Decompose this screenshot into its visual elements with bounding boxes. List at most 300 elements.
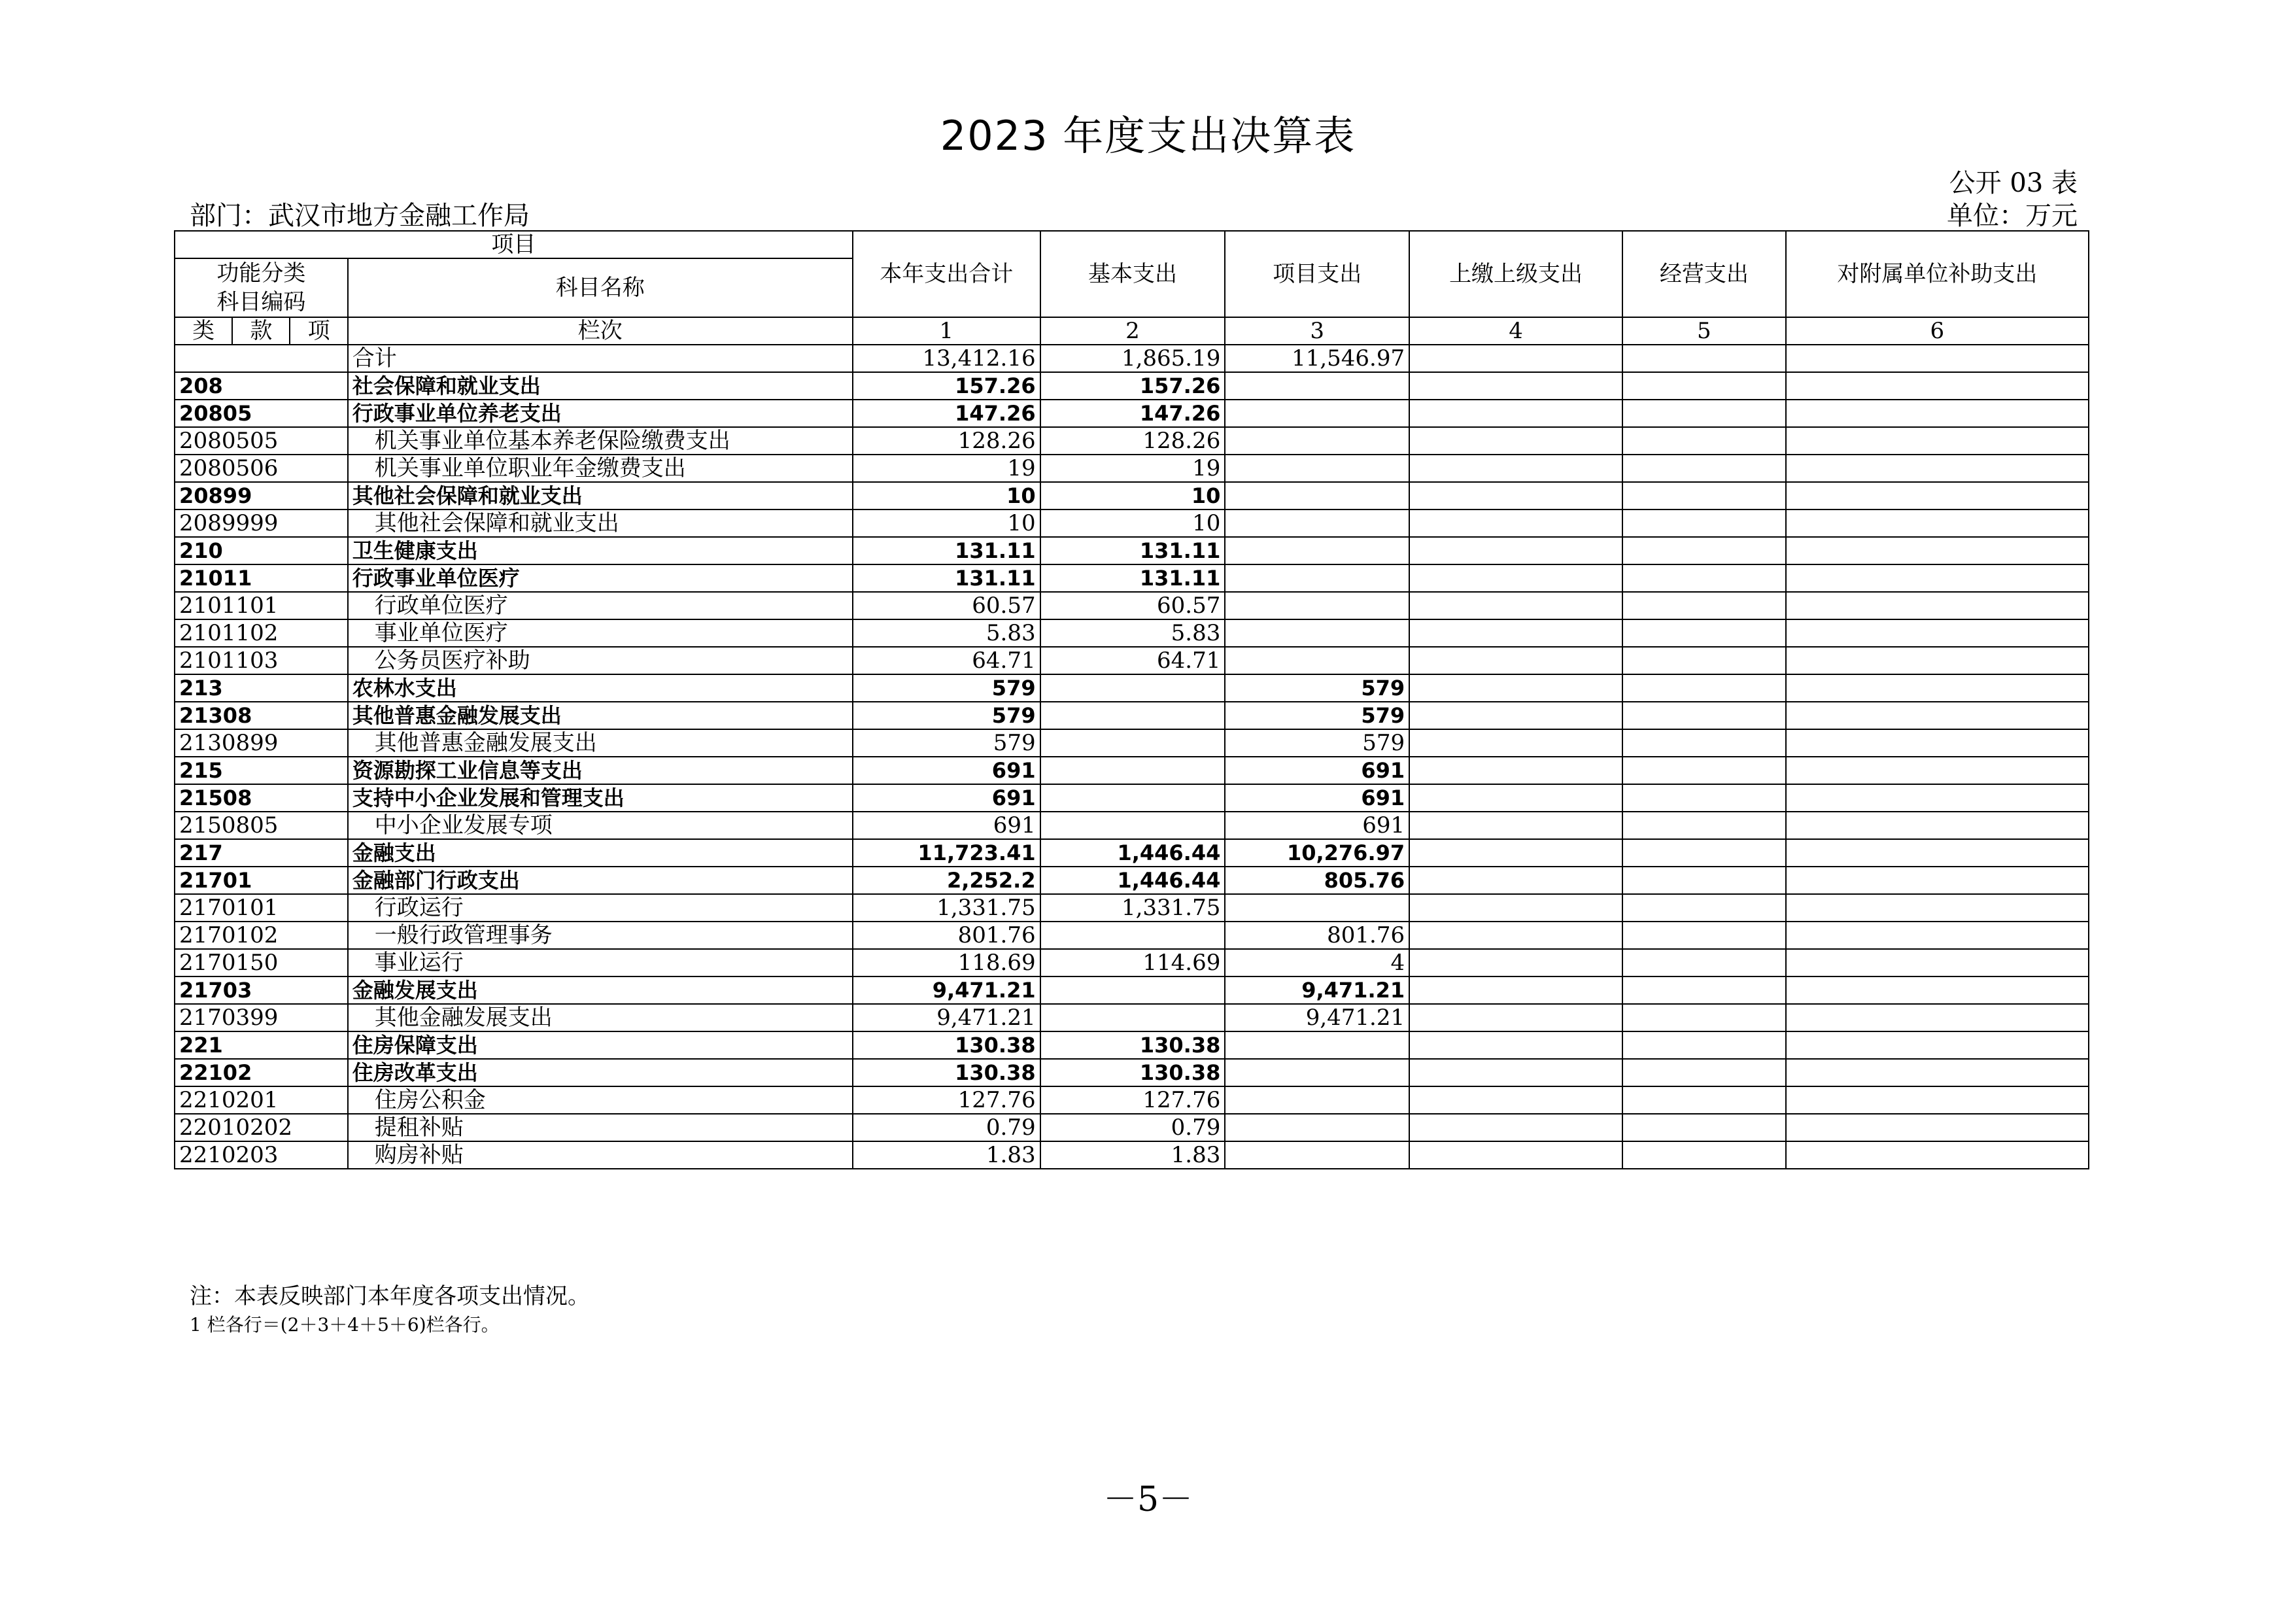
row-subject-name: 住房公积金 (348, 1086, 853, 1114)
row-amount-business (1622, 867, 1786, 894)
row-amount-business (1622, 564, 1786, 592)
row-subject-name: 行政事业单位医疗 (348, 564, 853, 592)
table-row (175, 455, 2089, 482)
col-number-5: 5 (1622, 317, 1786, 345)
row-amount-subsidy (1786, 564, 2089, 592)
row-amount-upper (1409, 619, 1622, 647)
row-amount-basic: 147.26 (1040, 400, 1225, 427)
row-amount-total: 19 (853, 455, 1040, 482)
row-amount-subsidy (1786, 784, 2089, 812)
table-row (175, 564, 2089, 592)
row-amount-upper (1409, 1059, 1622, 1086)
header-kuan: 款 (232, 317, 290, 345)
row-amount-total: 10 (853, 510, 1040, 537)
row-amount-total: 64.71 (853, 647, 1040, 674)
row-code: 2130899 (175, 729, 348, 757)
col-number-6: 6 (1786, 317, 2089, 345)
row-code: 22102 (175, 1059, 348, 1086)
row-amount-subsidy (1786, 537, 2089, 564)
row-amount-basic (1040, 757, 1225, 784)
row-amount-subsidy (1786, 372, 2089, 400)
table-row (175, 729, 2089, 757)
row-amount-upper (1409, 537, 1622, 564)
row-amount-subsidy (1786, 647, 2089, 674)
row-code: 2101102 (175, 619, 348, 647)
row-amount-upper (1409, 564, 1622, 592)
row-amount-upper (1409, 1031, 1622, 1059)
row-amount-subsidy (1786, 839, 2089, 867)
row-amount-subsidy (1786, 619, 2089, 647)
row-amount-business (1622, 922, 1786, 949)
row-subject-name: 一般行政管理事务 (348, 922, 853, 949)
row-amount-basic: 64.71 (1040, 647, 1225, 674)
table-body (175, 345, 2089, 1169)
note-formula: 1 栏各行＝(2＋3＋4＋5＋6)栏各行。 (190, 1314, 500, 1336)
table-row (175, 1086, 2089, 1114)
row-amount-upper (1409, 1004, 1622, 1031)
row-code (175, 345, 348, 372)
row-amount-subsidy (1786, 400, 2089, 427)
row-amount-basic: 131.11 (1040, 537, 1225, 564)
table-row (175, 400, 2089, 427)
row-amount-project: 579 (1225, 674, 1409, 702)
header-col-project: 项目支出 (1225, 231, 1409, 317)
row-amount-total: 9,471.21 (853, 1004, 1040, 1031)
row-code: 2210201 (175, 1086, 348, 1114)
row-amount-basic: 114.69 (1040, 949, 1225, 976)
row-subject-name: 其他社会保障和就业支出 (348, 510, 853, 537)
row-amount-subsidy (1786, 949, 2089, 976)
row-amount-business (1622, 702, 1786, 729)
row-amount-basic: 0.79 (1040, 1114, 1225, 1141)
row-amount-subsidy (1786, 867, 2089, 894)
row-amount-total: 5.83 (853, 619, 1040, 647)
row-amount-subsidy (1786, 674, 2089, 702)
row-amount-subsidy (1786, 455, 2089, 482)
row-amount-business (1622, 949, 1786, 976)
row-amount-basic: 157.26 (1040, 372, 1225, 400)
table-row (175, 592, 2089, 619)
row-amount-project (1225, 564, 1409, 592)
table-row (175, 1031, 2089, 1059)
header-xiang: 项 (290, 317, 347, 345)
row-code: 2210203 (175, 1141, 348, 1169)
row-amount-business (1622, 1059, 1786, 1086)
department-label: 部门：武汉市地方金融工作局 (190, 201, 530, 231)
row-amount-upper (1409, 1141, 1622, 1169)
header-func-code-line2: 科目编码 (216, 289, 306, 315)
row-amount-upper (1409, 729, 1622, 757)
row-amount-upper (1409, 757, 1622, 784)
col-number-2: 2 (1040, 317, 1225, 345)
row-subject-name: 住房保障支出 (348, 1031, 853, 1059)
row-amount-subsidy (1786, 345, 2089, 372)
header-col-basic: 基本支出 (1040, 231, 1225, 317)
row-amount-total: 0.79 (853, 1114, 1040, 1141)
row-amount-basic (1040, 729, 1225, 757)
row-amount-project: 691 (1225, 812, 1409, 839)
row-amount-basic: 19 (1040, 455, 1225, 482)
row-amount-basic: 131.11 (1040, 564, 1225, 592)
row-amount-total: 127.76 (853, 1086, 1040, 1114)
row-code: 20805 (175, 400, 348, 427)
header-col-subsidy: 对附属单位补助支出 (1786, 231, 2089, 317)
row-amount-project: 691 (1225, 784, 1409, 812)
table-row (175, 1059, 2089, 1086)
row-amount-upper (1409, 482, 1622, 510)
table-row (175, 1141, 2089, 1169)
header-col-business: 经营支出 (1622, 231, 1786, 317)
row-subject-name: 其他普惠金融发展支出 (348, 729, 853, 757)
row-amount-business (1622, 455, 1786, 482)
row-code: 2150805 (175, 812, 348, 839)
row-subject-name: 合计 (348, 345, 853, 372)
row-amount-subsidy (1786, 1059, 2089, 1086)
table-row (175, 812, 2089, 839)
row-amount-subsidy (1786, 1086, 2089, 1114)
row-code: 20899 (175, 482, 348, 510)
row-amount-subsidy (1786, 1004, 2089, 1031)
row-amount-subsidy (1786, 1141, 2089, 1169)
row-amount-basic: 10 (1040, 510, 1225, 537)
row-amount-upper (1409, 1086, 1622, 1114)
row-code: 2170150 (175, 949, 348, 976)
row-amount-subsidy (1786, 592, 2089, 619)
row-amount-total: 147.26 (853, 400, 1040, 427)
row-code: 21011 (175, 564, 348, 592)
row-code: 2170399 (175, 1004, 348, 1031)
row-amount-business (1622, 510, 1786, 537)
row-amount-project: 10,276.97 (1225, 839, 1409, 867)
row-amount-basic: 128.26 (1040, 427, 1225, 455)
row-amount-business (1622, 345, 1786, 372)
row-amount-subsidy (1786, 482, 2089, 510)
row-code: 21308 (175, 702, 348, 729)
row-amount-upper (1409, 894, 1622, 922)
row-amount-basic (1040, 812, 1225, 839)
row-amount-project: 805.76 (1225, 867, 1409, 894)
table-row (175, 345, 2089, 372)
row-amount-business (1622, 812, 1786, 839)
row-amount-total: 579 (853, 729, 1040, 757)
row-amount-project (1225, 455, 1409, 482)
row-amount-business (1622, 619, 1786, 647)
row-amount-project (1225, 482, 1409, 510)
row-subject-name: 机关事业单位职业年金缴费支出 (348, 455, 853, 482)
row-subject-name: 农林水支出 (348, 674, 853, 702)
row-amount-business (1622, 537, 1786, 564)
row-amount-total: 579 (853, 702, 1040, 729)
row-amount-basic: 10 (1040, 482, 1225, 510)
row-amount-upper (1409, 702, 1622, 729)
note-scope: 注：本表反映部门本年度各项支出情况。 (190, 1283, 590, 1309)
row-amount-project: 9,471.21 (1225, 976, 1409, 1004)
row-amount-business (1622, 894, 1786, 922)
row-amount-upper (1409, 922, 1622, 949)
table-row (175, 867, 2089, 894)
row-amount-total: 118.69 (853, 949, 1040, 976)
row-amount-project (1225, 372, 1409, 400)
row-amount-upper (1409, 400, 1622, 427)
header-lei: 类 (175, 317, 232, 345)
row-amount-upper (1409, 674, 1622, 702)
row-amount-basic: 1.83 (1040, 1141, 1225, 1169)
row-amount-upper (1409, 647, 1622, 674)
row-code: 2101101 (175, 592, 348, 619)
unit-label: 单位：万元 (1947, 201, 2078, 231)
header-subject-name: 科目名称 (348, 258, 853, 317)
row-amount-business (1622, 729, 1786, 757)
row-subject-name: 其他金融发展支出 (348, 1004, 853, 1031)
row-code: 210 (175, 537, 348, 564)
row-amount-total: 691 (853, 757, 1040, 784)
row-code: 2080505 (175, 427, 348, 455)
row-code: 21508 (175, 784, 348, 812)
row-amount-upper (1409, 1114, 1622, 1141)
row-amount-total: 1.83 (853, 1141, 1040, 1169)
row-amount-subsidy (1786, 510, 2089, 537)
header-col-total: 本年支出合计 (853, 231, 1040, 317)
row-subject-name: 购房补贴 (348, 1141, 853, 1169)
expenditure-table (174, 230, 2089, 1169)
row-amount-upper (1409, 784, 1622, 812)
table-row (175, 537, 2089, 564)
table-row (175, 1114, 2089, 1141)
table-row (175, 619, 2089, 647)
row-amount-subsidy (1786, 757, 2089, 784)
row-subject-name: 其他普惠金融发展支出 (348, 702, 853, 729)
row-amount-upper (1409, 510, 1622, 537)
row-subject-name: 机关事业单位基本养老保险缴费支出 (348, 427, 853, 455)
row-amount-project: 11,546.97 (1225, 345, 1409, 372)
row-code: 213 (175, 674, 348, 702)
row-code: 21701 (175, 867, 348, 894)
row-amount-project (1225, 619, 1409, 647)
row-amount-total: 60.57 (853, 592, 1040, 619)
table-number: 公开 03 表 (1949, 168, 2078, 198)
page-number: －5－ (1103, 1480, 1193, 1519)
row-amount-project (1225, 592, 1409, 619)
row-subject-name: 金融发展支出 (348, 976, 853, 1004)
header-col-upper: 上缴上级支出 (1409, 231, 1622, 317)
row-subject-name: 公务员医疗补助 (348, 647, 853, 674)
row-amount-total: 11,723.41 (853, 839, 1040, 867)
row-amount-project (1225, 1114, 1409, 1141)
header-func-code (175, 258, 348, 317)
row-amount-upper (1409, 839, 1622, 867)
col-number-4: 4 (1409, 317, 1622, 345)
row-amount-subsidy (1786, 702, 2089, 729)
row-amount-total: 128.26 (853, 427, 1040, 455)
row-subject-name: 事业运行 (348, 949, 853, 976)
row-amount-business (1622, 757, 1786, 784)
row-amount-business (1622, 1031, 1786, 1059)
row-amount-business (1622, 1114, 1786, 1141)
row-amount-project (1225, 647, 1409, 674)
row-amount-project (1225, 1031, 1409, 1059)
row-amount-subsidy (1786, 1031, 2089, 1059)
row-subject-name: 提租补贴 (348, 1114, 853, 1141)
row-amount-subsidy (1786, 1114, 2089, 1141)
row-amount-basic (1040, 1004, 1225, 1031)
row-amount-project (1225, 510, 1409, 537)
row-amount-total: 130.38 (853, 1059, 1040, 1086)
row-amount-subsidy (1786, 729, 2089, 757)
row-amount-business (1622, 839, 1786, 867)
row-code: 21703 (175, 976, 348, 1004)
row-amount-business (1622, 976, 1786, 1004)
row-amount-project (1225, 1086, 1409, 1114)
table-row (175, 976, 2089, 1004)
row-code: 22010202 (175, 1114, 348, 1141)
notes (190, 1282, 590, 1339)
row-amount-basic (1040, 702, 1225, 729)
row-amount-basic: 1,331.75 (1040, 894, 1225, 922)
row-amount-business (1622, 674, 1786, 702)
row-amount-basic (1040, 674, 1225, 702)
row-code: 208 (175, 372, 348, 400)
row-amount-subsidy (1786, 812, 2089, 839)
row-amount-total: 9,471.21 (853, 976, 1040, 1004)
col-number-1: 1 (853, 317, 1040, 345)
row-amount-subsidy (1786, 894, 2089, 922)
row-amount-business (1622, 1086, 1786, 1114)
row-subject-name: 社会保障和就业支出 (348, 372, 853, 400)
row-subject-name: 行政单位医疗 (348, 592, 853, 619)
row-amount-business (1622, 647, 1786, 674)
row-amount-project (1225, 1059, 1409, 1086)
table-row (175, 702, 2089, 729)
row-amount-basic: 127.76 (1040, 1086, 1225, 1114)
row-amount-upper (1409, 427, 1622, 455)
row-amount-basic: 130.38 (1040, 1031, 1225, 1059)
row-amount-total: 131.11 (853, 537, 1040, 564)
row-amount-project: 579 (1225, 702, 1409, 729)
row-amount-total: 131.11 (853, 564, 1040, 592)
table-row (175, 674, 2089, 702)
row-amount-total: 13,412.16 (853, 345, 1040, 372)
row-amount-project (1225, 537, 1409, 564)
document-title: 2023 年度支出决算表 (940, 112, 1356, 160)
row-subject-name: 其他社会保障和就业支出 (348, 482, 853, 510)
row-amount-subsidy (1786, 976, 2089, 1004)
row-amount-business (1622, 1004, 1786, 1031)
header-col-index-label: 栏次 (348, 317, 853, 345)
row-amount-upper (1409, 592, 1622, 619)
row-amount-business (1622, 482, 1786, 510)
row-subject-name: 行政事业单位养老支出 (348, 400, 853, 427)
row-amount-upper (1409, 345, 1622, 372)
row-amount-business (1622, 427, 1786, 455)
row-subject-name: 事业单位医疗 (348, 619, 853, 647)
table-row (175, 949, 2089, 976)
table-row (175, 922, 2089, 949)
row-amount-total: 157.26 (853, 372, 1040, 400)
row-amount-total: 2,252.2 (853, 867, 1040, 894)
row-subject-name: 行政运行 (348, 894, 853, 922)
table-row (175, 1004, 2089, 1031)
row-code: 215 (175, 757, 348, 784)
row-amount-total: 10 (853, 482, 1040, 510)
row-amount-project: 9,471.21 (1225, 1004, 1409, 1031)
row-code: 2089999 (175, 510, 348, 537)
row-amount-upper (1409, 867, 1622, 894)
row-amount-project: 801.76 (1225, 922, 1409, 949)
col-number-3: 3 (1225, 317, 1409, 345)
table-row (175, 894, 2089, 922)
row-subject-name: 金融部门行政支出 (348, 867, 853, 894)
table-row (175, 839, 2089, 867)
table-row (175, 372, 2089, 400)
row-subject-name: 卫生健康支出 (348, 537, 853, 564)
row-amount-basic: 130.38 (1040, 1059, 1225, 1086)
row-amount-total: 691 (853, 812, 1040, 839)
row-code: 2101103 (175, 647, 348, 674)
row-amount-basic (1040, 922, 1225, 949)
row-amount-project (1225, 894, 1409, 922)
row-amount-business (1622, 592, 1786, 619)
row-amount-subsidy (1786, 427, 2089, 455)
row-code: 221 (175, 1031, 348, 1059)
row-amount-basic: 1,446.44 (1040, 867, 1225, 894)
row-amount-project: 579 (1225, 729, 1409, 757)
row-amount-project: 4 (1225, 949, 1409, 976)
row-amount-project (1225, 427, 1409, 455)
row-subject-name: 金融支出 (348, 839, 853, 867)
row-amount-project (1225, 1141, 1409, 1169)
row-amount-business (1622, 1141, 1786, 1169)
row-amount-total: 691 (853, 784, 1040, 812)
row-amount-project: 691 (1225, 757, 1409, 784)
table-row (175, 510, 2089, 537)
row-amount-basic (1040, 784, 1225, 812)
row-amount-total: 579 (853, 674, 1040, 702)
table-row (175, 427, 2089, 455)
row-amount-total: 1,331.75 (853, 894, 1040, 922)
row-amount-business (1622, 400, 1786, 427)
table-row (175, 757, 2089, 784)
header-project: 项目 (175, 231, 853, 258)
row-code: 217 (175, 839, 348, 867)
row-amount-project (1225, 400, 1409, 427)
row-code: 2170101 (175, 894, 348, 922)
row-subject-name: 住房改革支出 (348, 1059, 853, 1086)
row-amount-total: 801.76 (853, 922, 1040, 949)
row-subject-name: 支持中小企业发展和管理支出 (348, 784, 853, 812)
row-amount-subsidy (1786, 922, 2089, 949)
table-row (175, 482, 2089, 510)
row-amount-business (1622, 372, 1786, 400)
table-row (175, 647, 2089, 674)
row-amount-upper (1409, 976, 1622, 1004)
row-subject-name: 资源勘探工业信息等支出 (348, 757, 853, 784)
row-amount-upper (1409, 372, 1622, 400)
row-amount-upper (1409, 949, 1622, 976)
row-amount-basic: 5.83 (1040, 619, 1225, 647)
row-subject-name: 中小企业发展专项 (348, 812, 853, 839)
row-amount-upper (1409, 455, 1622, 482)
row-amount-basic: 1,865.19 (1040, 345, 1225, 372)
row-code: 2080506 (175, 455, 348, 482)
header-func-code-line1: 功能分类 (216, 260, 306, 286)
row-amount-total: 130.38 (853, 1031, 1040, 1059)
row-amount-basic (1040, 976, 1225, 1004)
row-amount-basic: 1,446.44 (1040, 839, 1225, 867)
table-row (175, 784, 2089, 812)
row-amount-basic: 60.57 (1040, 592, 1225, 619)
row-amount-business (1622, 784, 1786, 812)
row-code: 2170102 (175, 922, 348, 949)
